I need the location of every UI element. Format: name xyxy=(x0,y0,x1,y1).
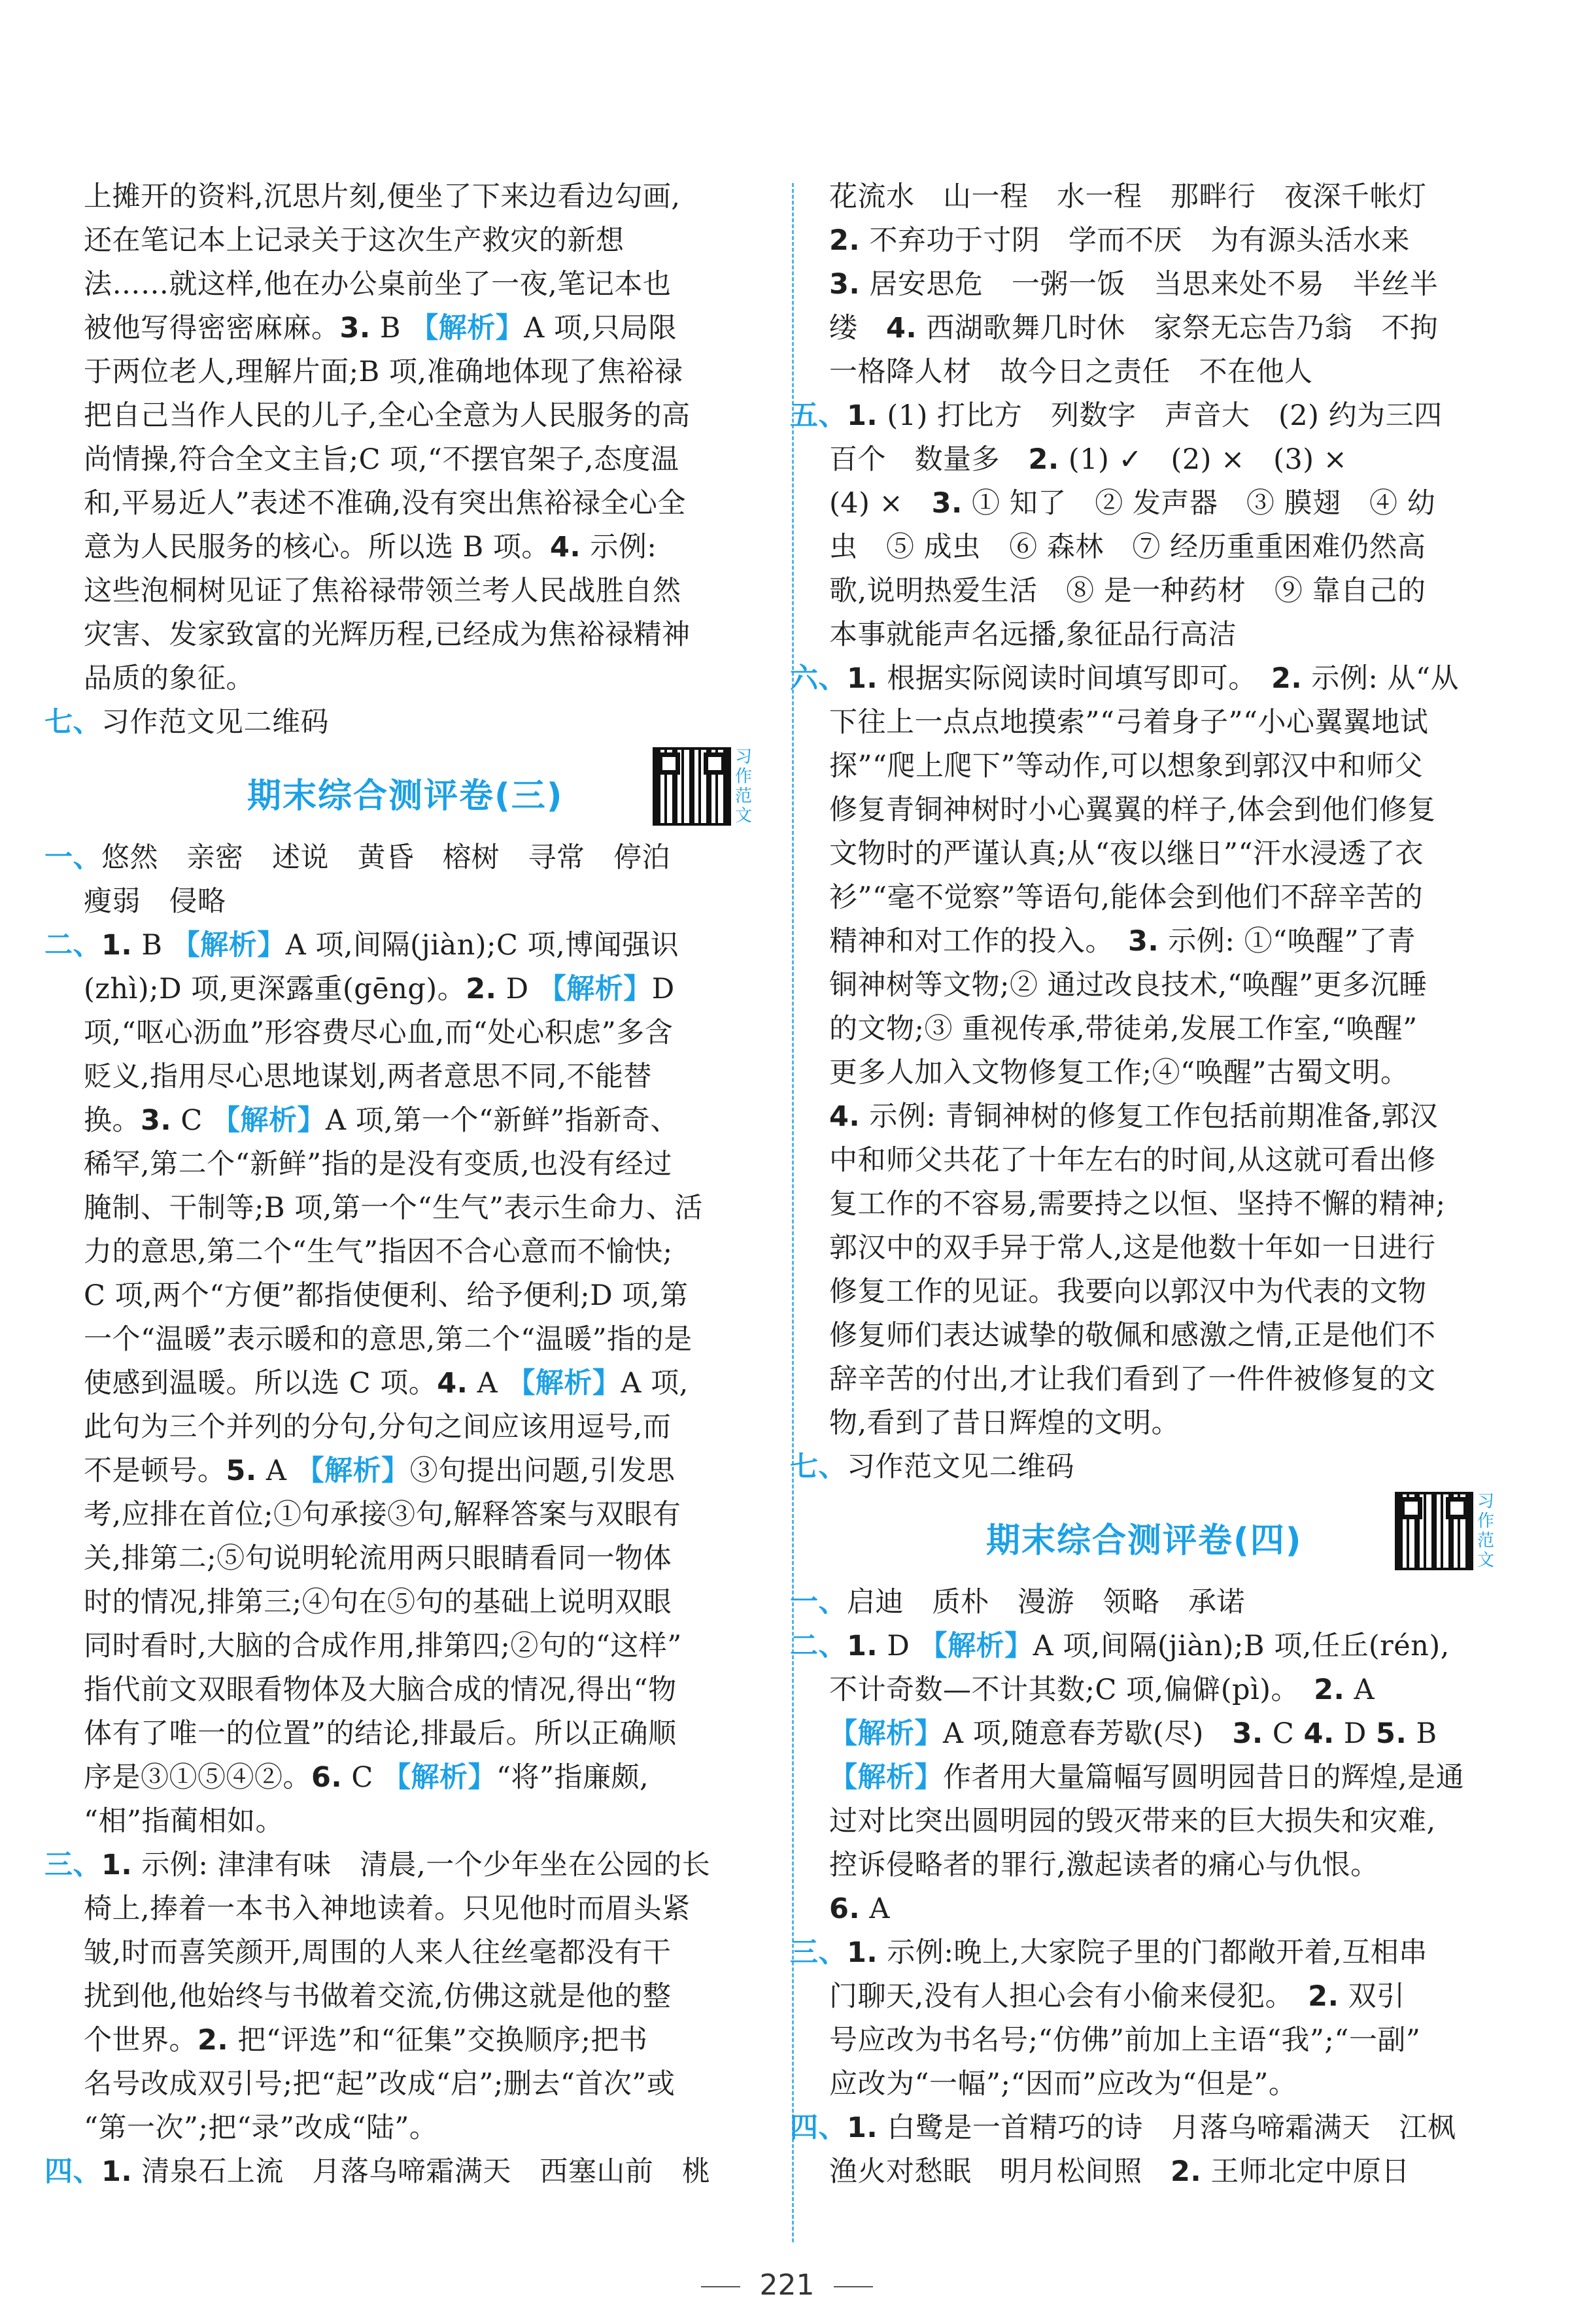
text-line: 意为人民服务的核心。所以选 B 项。4. 示例: xyxy=(84,531,657,564)
text-line: 法……就这样,他在办公桌前坐了一夜,笔记本也 xyxy=(84,268,672,301)
section-four: 四、1. 白鹭是一首精巧的诗 月落乌啼霜满天 江枫 xyxy=(790,2112,1456,2144)
text-line: 辞辛苦的付出,才让我们看到了一件件被修复的文 xyxy=(829,1363,1436,1396)
text-line: 号应改为书名号;“仿佛”前加上主语“我”;“一副” xyxy=(829,2024,1421,2057)
text-line: 扰到他,他始终与书做着交流,仿佛这就是他的整 xyxy=(84,1980,672,2013)
text-line: 腌制、干制等;B 项,第一个“生气”表示生命力、活 xyxy=(84,1192,703,1224)
text-line: 修复青铜神树时小心翼翼的样子,体会到他们修复 xyxy=(829,794,1436,826)
text-line: 一个“温暖”表示暖和的意思,第二个“温暖”指的是 xyxy=(84,1323,693,1356)
text-line: 皱,时而喜笑颜开,周围的人来人往丝毫都没有干 xyxy=(84,1936,672,1969)
text-line: 本事就能声名远播,象征品行高洁 xyxy=(829,618,1237,651)
text-line: 稀罕,第二个“新鲜”指的是没有变质,也没有经过 xyxy=(84,1148,672,1181)
analysis-tag: 【解析】 xyxy=(507,1367,621,1400)
section-seven: 七、习作范文见二维码 xyxy=(790,1451,1074,1483)
page-number: 221 xyxy=(759,2268,815,2302)
text-line: 品质的象征。 xyxy=(84,662,254,695)
analysis-tag: 【解析】 xyxy=(829,1761,943,1794)
text-line: 和,平易近人”表述不准确,没有突出焦裕禄全心全 xyxy=(84,487,686,520)
text-line: 探”“爬上爬下”等动作,可以想象到郭汉中和师父 xyxy=(829,750,1424,783)
text-line: 文物时的严谨认真;从“夜以继日”“汗水浸透了衣 xyxy=(829,837,1424,870)
text-line: 不计奇数—不计其数;C 项,偏僻(pì)。 2. A xyxy=(829,1674,1375,1706)
text-line: 缕 4. 西湖歌舞几时休 家祭无忘告乃翁 不拘 xyxy=(829,312,1439,345)
text-line: 衫”“毫不觉察”等语句,能体会到他们不辞辛苦的 xyxy=(829,881,1424,914)
text-line: 上摊开的资料,沉思片刻,便坐了下来边看边勾画, xyxy=(84,180,681,213)
qr-code-block[interactable] xyxy=(653,747,757,832)
text-line: 应改为“一幅”;“因而”应改为“但是”。 xyxy=(829,2068,1297,2100)
text-line: 歌,说明热爱生活 ⑧ 是一种药材 ⑨ 靠自己的 xyxy=(829,575,1426,607)
text-line: 名号改成双引号;把“起”改成“启”;删去“首次”或 xyxy=(84,2068,676,2100)
text-line: 复工作的不容易,需要持之以恒、坚持不懈的精神; xyxy=(829,1188,1446,1221)
text-line: 一格降人材 故今日之责任 不在他人 xyxy=(829,356,1313,388)
right-column xyxy=(790,175,1516,2194)
text-line: 这些泡桐树见证了焦裕禄带领兰考人民战胜自然 xyxy=(84,575,681,607)
text-line: 花流水 山一程 水一程 那畔行 夜深千帐灯 xyxy=(829,180,1427,213)
text-line: 中和师父共花了十年左右的时间,从这就可看出修 xyxy=(829,1144,1436,1177)
footer-dash xyxy=(834,2286,873,2287)
text-line: 序是③①⑤④②。6. C 【解析】“将”指廉颇, xyxy=(84,1761,649,1794)
analysis-tag: 【解析】 xyxy=(296,1455,410,1487)
qr-label: 习作范文 xyxy=(735,747,753,826)
text-line: 物,看到了昔日辉煌的文明。 xyxy=(829,1407,1180,1440)
analysis-tag: 【解析】 xyxy=(410,312,524,345)
qr-code-block[interactable] xyxy=(1395,1492,1499,1577)
text-line: 使感到温暖。所以选 C 项。4. A 【解析】A 项, xyxy=(84,1367,689,1400)
exam-title-3 xyxy=(84,745,764,836)
section-two: 二、1. D 【解析】A 项,间隔(jiàn);B 项,任丘(rén), xyxy=(790,1630,1450,1662)
exam-title-text: 期末综合测评卷(四) xyxy=(986,1521,1303,1560)
text-line: 2. 不弃功于寸阴 学而不厌 为有源头活水来 xyxy=(829,224,1410,257)
exam-title-text: 期末综合测评卷(三) xyxy=(247,777,564,816)
text-line: 不是顿号。5. A 【解析】③句提出问题,引发思 xyxy=(84,1455,676,1487)
section-one: 一、启迪 质朴 漫游 领略 承诺 xyxy=(790,1586,1245,1619)
analysis-tag: 【解析】 xyxy=(829,1717,943,1750)
analysis-tag: 【解析】 xyxy=(383,1761,497,1794)
text-line: 渔火对愁眠 明月松间照 2. 王师北定中原日 xyxy=(829,2155,1410,2188)
text-line: 修复工作的见证。我要向以郭汉中为代表的文物 xyxy=(829,1275,1427,1308)
text-line: 贬义,指用尽心思地谋划,两者意思不同,不能替 xyxy=(84,1060,653,1093)
text-line: 3. 居安思危 一粥一饭 当思来处不易 半丝半 xyxy=(829,268,1439,301)
section-one: 一、悠然 亲密 述说 黄昏 榕树 寻常 停泊 xyxy=(44,841,670,874)
text-line: 更多人加入文物修复工作;④“唤醒”古蜀文明。 xyxy=(829,1056,1409,1089)
text-line: 此句为三个并列的分句,分句之间应该用逗号,而 xyxy=(84,1411,672,1443)
text-line: 郭汉中的双手异于常人,这是他数十年如一日进行 xyxy=(829,1232,1436,1264)
text-line: 还在笔记本上记录关于这次生产救灾的新想 xyxy=(84,224,624,257)
text-line: 修复师们表达诚挚的敬佩和感激之情,正是他们不 xyxy=(829,1319,1436,1352)
text-line: 6. A xyxy=(829,1893,890,1925)
text-line: 瘦弱 侵略 xyxy=(84,885,226,918)
text-line: 铜神树等文物;② 通过改良技术,“唤醒”更多沉睡 xyxy=(829,969,1428,1002)
text-line: 【解析】作者用大量篇幅写圆明园昔日的辉煌,是通 xyxy=(829,1761,1465,1794)
text-line: 的文物;③ 重视传承,带徒弟,发展工作室,“唤醒” xyxy=(829,1013,1418,1045)
text-line: 指代前文双眼看物体及大脑合成的情况,得出“物 xyxy=(84,1674,677,1706)
text-line: 尚情操,符合全文主旨;C 项,“不摆官架子,态度温 xyxy=(84,443,679,476)
text-line: 把自己当作人民的儿子,全心全意为人民服务的高 xyxy=(84,399,691,432)
text-line: 灾害、发家致富的光辉历程,已经成为焦裕禄精神 xyxy=(84,618,691,651)
text-line: (4) × 3. ① 知了 ② 发声器 ③ 膜翅 ④ 幼 xyxy=(829,487,1436,520)
exam-title-4 xyxy=(829,1489,1516,1581)
analysis-tag: 【解析】 xyxy=(212,1104,326,1137)
analysis-tag: 【解析】 xyxy=(171,929,286,962)
text-line: 于两位老人,理解片面;B 项,准确地体现了焦裕禄 xyxy=(84,356,683,388)
text-line: 时的情况,排第三;④句在⑤句的基础上说明双眼 xyxy=(84,1586,672,1619)
text-line: 下往上一点点地摸索”“弓着身子”“小心翼翼地试 xyxy=(829,706,1429,739)
text-line: 考,应排在首位;①句承接③句,解释答案与双眼有 xyxy=(84,1498,681,1531)
section-two: 二、1. B 【解析】A 项,间隔(jiàn);C 项,博闻强识 xyxy=(44,929,679,962)
page-footer xyxy=(0,2268,1574,2302)
text-line: 【解析】A 项,随意春芳歇(尽) 3. C 4. D 5. B xyxy=(829,1717,1437,1750)
qr-code-icon[interactable] xyxy=(1395,1492,1473,1570)
text-line: 椅上,捧着一本书入神地读着。只见他时而眉头紧 xyxy=(84,1893,691,1925)
qr-code-icon[interactable] xyxy=(653,747,731,826)
text-line: 控诉侵略者的罪行,激起读者的痛心与仇恨。 xyxy=(829,1849,1379,1881)
left-column xyxy=(44,175,764,2194)
text-line: 关,排第二;⑤句说明轮流用两只眼睛看同一物体 xyxy=(84,1542,672,1575)
text-line: 过对比突出圆明园的毁灭带来的巨大损失和灾难, xyxy=(829,1805,1436,1838)
section-three: 三、1. 示例: 津津有味 清晨,一个少年坐在公园的长 xyxy=(44,1849,711,1881)
footer-dash xyxy=(701,2286,740,2287)
analysis-tag: 【解析】 xyxy=(538,973,652,1005)
section-four: 四、1. 清泉石上流 月落乌啼霜满天 西塞山前 桃 xyxy=(44,2155,711,2188)
qr-label: 习作范文 xyxy=(1477,1492,1495,1570)
analysis-tag: 【解析】 xyxy=(919,1630,1033,1662)
text-line: “相”指蔺相如。 xyxy=(84,1805,284,1838)
text-line: “第一次”;把“录”改成“陆”。 xyxy=(84,2112,438,2144)
text-line: 虫 ⑤ 成虫 ⑥ 森林 ⑦ 经历重重困难仍然高 xyxy=(829,531,1426,564)
text-line: 4. 示例: 青铜神树的修复工作包括前期准备,郭汉 xyxy=(829,1100,1439,1133)
section-seven: 七、习作范文见二维码 xyxy=(44,706,329,739)
text-line: 被他写得密密麻麻。3. B 【解析】A 项,只局限 xyxy=(84,312,677,345)
text-line: 精神和对工作的投入。 3. 示例: ①“唤醒”了青 xyxy=(829,925,1416,958)
text-line: 换。3. C 【解析】A 项,第一个“新鲜”指新奇、 xyxy=(84,1104,679,1137)
text-line: 个世界。2. 把“评选”和“征集”交换顺序;把书 xyxy=(84,2024,648,2057)
text-line: 百个 数量多 2. (1) ✓ (2) × (3) × xyxy=(829,443,1348,476)
text-line: 力的意思,第二个“生气”指因不合心意而不愉快; xyxy=(84,1236,673,1268)
text-line: (zhì);D 项,更深露重(gēng)。2. D 【解析】D xyxy=(84,973,675,1005)
text-line: 体有了唯一的位置”的结论,排最后。所以正确顺 xyxy=(84,1717,677,1750)
section-six: 六、1. 根据实际阅读时间填写即可。 2. 示例: 从“从 xyxy=(790,662,1460,695)
text-line: 同时看时,大脑的合成作用,排第四;②句的“这样” xyxy=(84,1630,682,1662)
text-line: 项,“呕心沥血”形容费尽心血,而“处心积虑”多含 xyxy=(84,1017,674,1049)
section-five: 五、1. (1) 打比方 列数字 声音大 (2) 约为三四 xyxy=(790,399,1443,432)
text-line: 门聊天,没有人担心会有小偷来侵犯。 2. 双引 xyxy=(829,1980,1405,2013)
text-line: C 项,两个“方便”都指使便利、给予便利;D 项,第 xyxy=(84,1279,689,1312)
section-three: 三、1. 示例:晚上,大家院子里的门都敞开着,互相串 xyxy=(790,1936,1428,1969)
